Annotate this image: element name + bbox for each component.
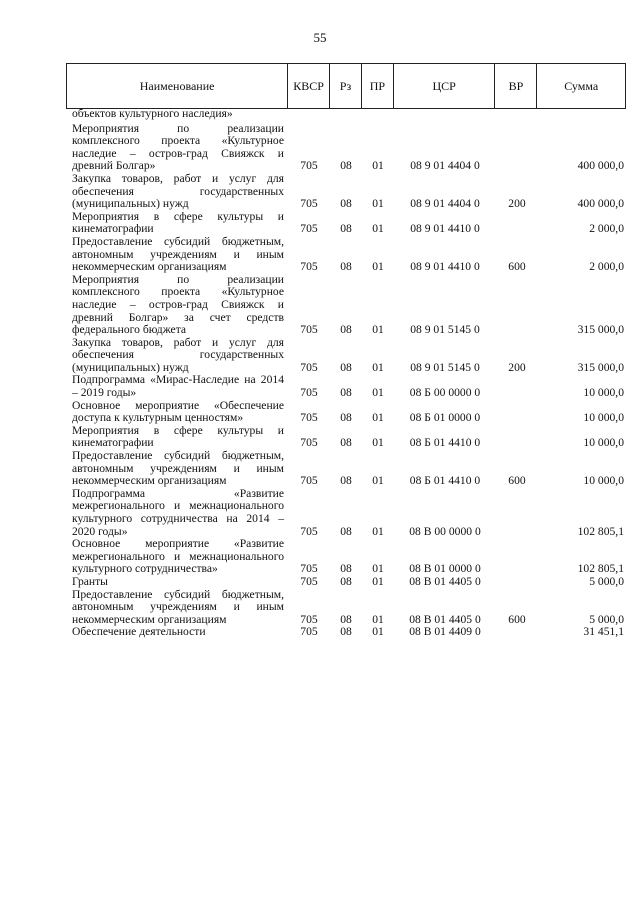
table-row <box>66 236 626 274</box>
row-name: Обеспечение деятельности <box>72 625 206 639</box>
row-csr: 08 9 01 4404 0 <box>410 197 480 211</box>
table-row <box>66 108 626 121</box>
row-name: Мероприятия по реализации комплексного проекта «Культурное наследие – остров-град Свияжск и древний Болгар» <box>72 121 284 173</box>
header-name: Наименование <box>67 64 288 108</box>
row-name: Подпрограмма «Мирас-Наследие на 2014 – 2019 годы» <box>72 373 284 400</box>
table-row <box>66 400 626 425</box>
row-csr: 08 Б 01 0000 0 <box>409 411 481 425</box>
row-name: Предоставление субсидий бюджетным, автономным учреждениям и иным некоммерческим организациям <box>72 449 284 488</box>
row-name: Закупка товаров, работ и услуг для обеспечения государственных (муниципальных) нужд <box>72 171 284 211</box>
row-kvsr: 705 <box>300 159 318 173</box>
row-csr: 08 Б 01 4410 0 <box>409 436 481 450</box>
row-name: Подпрограмма «Развитие межрегионального и межнационального культурного сотрудничества на 2014 – 2020 годы» <box>72 486 284 538</box>
row-csr: 08 В 01 0000 0 <box>409 562 481 576</box>
row-csr: 08 9 01 4404 0 <box>410 159 480 173</box>
row-csr: 08 В 01 4409 0 <box>409 625 481 639</box>
row-kvsr: 705 <box>300 562 318 576</box>
row-name: Мероприятия в сфере культуры и кинематографии <box>72 209 284 236</box>
row-sum: 2 000,0 <box>589 222 624 236</box>
row-rz: 08 <box>340 222 352 236</box>
table-row <box>66 337 626 375</box>
row-rz: 08 <box>340 411 352 425</box>
row-rz: 08 <box>340 323 352 337</box>
table-row <box>66 538 626 576</box>
row-kvsr: 705 <box>300 474 318 488</box>
row-pr: 01 <box>372 197 384 211</box>
header-sum: Сумма <box>564 78 599 93</box>
row-kvsr: 705 <box>300 222 318 236</box>
row-pr: 01 <box>372 411 384 425</box>
row-csr: 08 Б 01 4410 0 <box>409 474 481 488</box>
row-rz: 08 <box>340 159 352 173</box>
row-pr: 01 <box>372 436 384 450</box>
table-row <box>66 123 626 173</box>
table-row <box>66 626 626 639</box>
row-pr: 01 <box>372 474 384 488</box>
table-row <box>66 374 626 399</box>
header-kvsr: КВСР <box>288 64 330 108</box>
header-csr: ЦСР <box>394 64 496 108</box>
row-sum: 400 000,0 <box>577 159 624 173</box>
row-name: Предоставление субсидий бюджетным, автономным учреждениям и иным некоммерческим организациям <box>72 234 284 274</box>
row-sum: 31 451,1 <box>583 625 624 639</box>
row-sum: 400 000,0 <box>577 197 624 211</box>
row-sum: 10 000,0 <box>583 411 624 425</box>
row-pr: 01 <box>372 625 384 639</box>
row-csr: 08 9 01 4410 0 <box>410 260 480 274</box>
row-name: объектов культурного наследия» <box>72 107 233 120</box>
row-rz: 08 <box>340 625 352 639</box>
row-csr: 08 В 01 4405 0 <box>409 574 481 588</box>
table-row <box>66 450 626 488</box>
row-name: Закупка товаров, работ и услуг для обеспечения государственных (муниципальных) нужд <box>72 335 284 374</box>
row-sum: 5 000,0 <box>589 612 624 626</box>
row-sum: 2 000,0 <box>589 260 624 274</box>
row-rz: 08 <box>340 524 352 538</box>
row-name: Мероприятия по реализации комплексного проекта «Культурное наследие – остров-град Свияжск и древний Болгар» за счет средств федерального бюджета <box>72 272 284 337</box>
page-number: 55 <box>313 30 327 45</box>
table-header <box>66 63 626 109</box>
row-csr: 08 Б 00 0000 0 <box>409 386 481 400</box>
row-sum: 10 000,0 <box>583 436 624 450</box>
row-pr: 01 <box>372 524 384 538</box>
row-vr: 600 <box>508 612 526 626</box>
row-rz: 08 <box>340 386 352 400</box>
table-row <box>66 488 626 538</box>
row-rz: 08 <box>340 574 352 588</box>
row-name: Предоставление субсидий бюджетным, автономным учреждениям и иным некоммерческим организациям <box>72 587 284 626</box>
table-body <box>66 108 626 639</box>
row-kvsr: 705 <box>300 360 318 374</box>
header-vr: ВР <box>495 64 537 108</box>
row-rz: 08 <box>340 260 352 274</box>
row-rz: 08 <box>340 474 352 488</box>
header-rz: Рз <box>330 64 362 108</box>
row-kvsr: 705 <box>300 524 318 538</box>
row-sum: 10 000,0 <box>583 386 624 400</box>
row-sum: 102 805,1 <box>577 524 624 538</box>
row-sum: 315 000,0 <box>577 360 624 374</box>
row-pr: 01 <box>372 386 384 400</box>
row-pr: 01 <box>372 574 384 588</box>
row-kvsr: 705 <box>300 197 318 211</box>
row-csr: 08 9 01 4410 0 <box>410 222 480 236</box>
row-kvsr: 705 <box>300 260 318 274</box>
row-pr: 01 <box>372 222 384 236</box>
row-csr: 08 9 01 5145 0 <box>410 323 480 337</box>
row-name: Основное мероприятие «Обеспечение доступа к культурным ценностям» <box>72 398 284 425</box>
row-sum: 10 000,0 <box>583 474 624 488</box>
row-vr: 600 <box>508 474 526 488</box>
row-pr: 01 <box>372 260 384 274</box>
table-row <box>66 576 626 589</box>
header-pr: ПР <box>362 64 394 108</box>
row-csr: 08 9 01 5145 0 <box>410 360 480 374</box>
row-pr: 01 <box>372 159 384 173</box>
row-name: Мероприятия в сфере культуры и кинематографии <box>72 423 284 450</box>
row-sum: 102 805,1 <box>577 562 624 576</box>
row-vr: 200 <box>508 360 526 374</box>
row-kvsr: 705 <box>300 386 318 400</box>
row-vr: 200 <box>508 197 526 211</box>
row-rz: 08 <box>340 612 352 626</box>
table-row <box>66 274 626 337</box>
table-row <box>66 589 626 627</box>
row-rz: 08 <box>340 562 352 576</box>
row-vr: 600 <box>508 260 526 274</box>
row-pr: 01 <box>372 562 384 576</box>
row-csr: 08 В 00 0000 0 <box>409 524 481 538</box>
row-pr: 01 <box>372 360 384 374</box>
table-row <box>66 211 626 236</box>
row-kvsr: 705 <box>300 411 318 425</box>
row-name: Гранты <box>72 574 108 588</box>
table-row <box>66 425 626 450</box>
row-sum: 5 000,0 <box>589 574 624 588</box>
row-rz: 08 <box>340 360 352 374</box>
row-sum: 315 000,0 <box>577 323 624 337</box>
row-pr: 01 <box>372 612 384 626</box>
row-kvsr: 705 <box>300 612 318 626</box>
row-name: Основное мероприятие «Развитие межрегионального и межнационального культурного сотрудничества» <box>72 537 284 576</box>
row-kvsr: 705 <box>300 323 318 337</box>
row-kvsr: 705 <box>300 625 318 639</box>
row-rz: 08 <box>340 197 352 211</box>
row-kvsr: 705 <box>300 574 318 588</box>
row-kvsr: 705 <box>300 436 318 450</box>
row-rz: 08 <box>340 436 352 450</box>
row-pr: 01 <box>372 323 384 337</box>
table-row <box>66 173 626 211</box>
row-csr: 08 В 01 4405 0 <box>409 612 481 626</box>
